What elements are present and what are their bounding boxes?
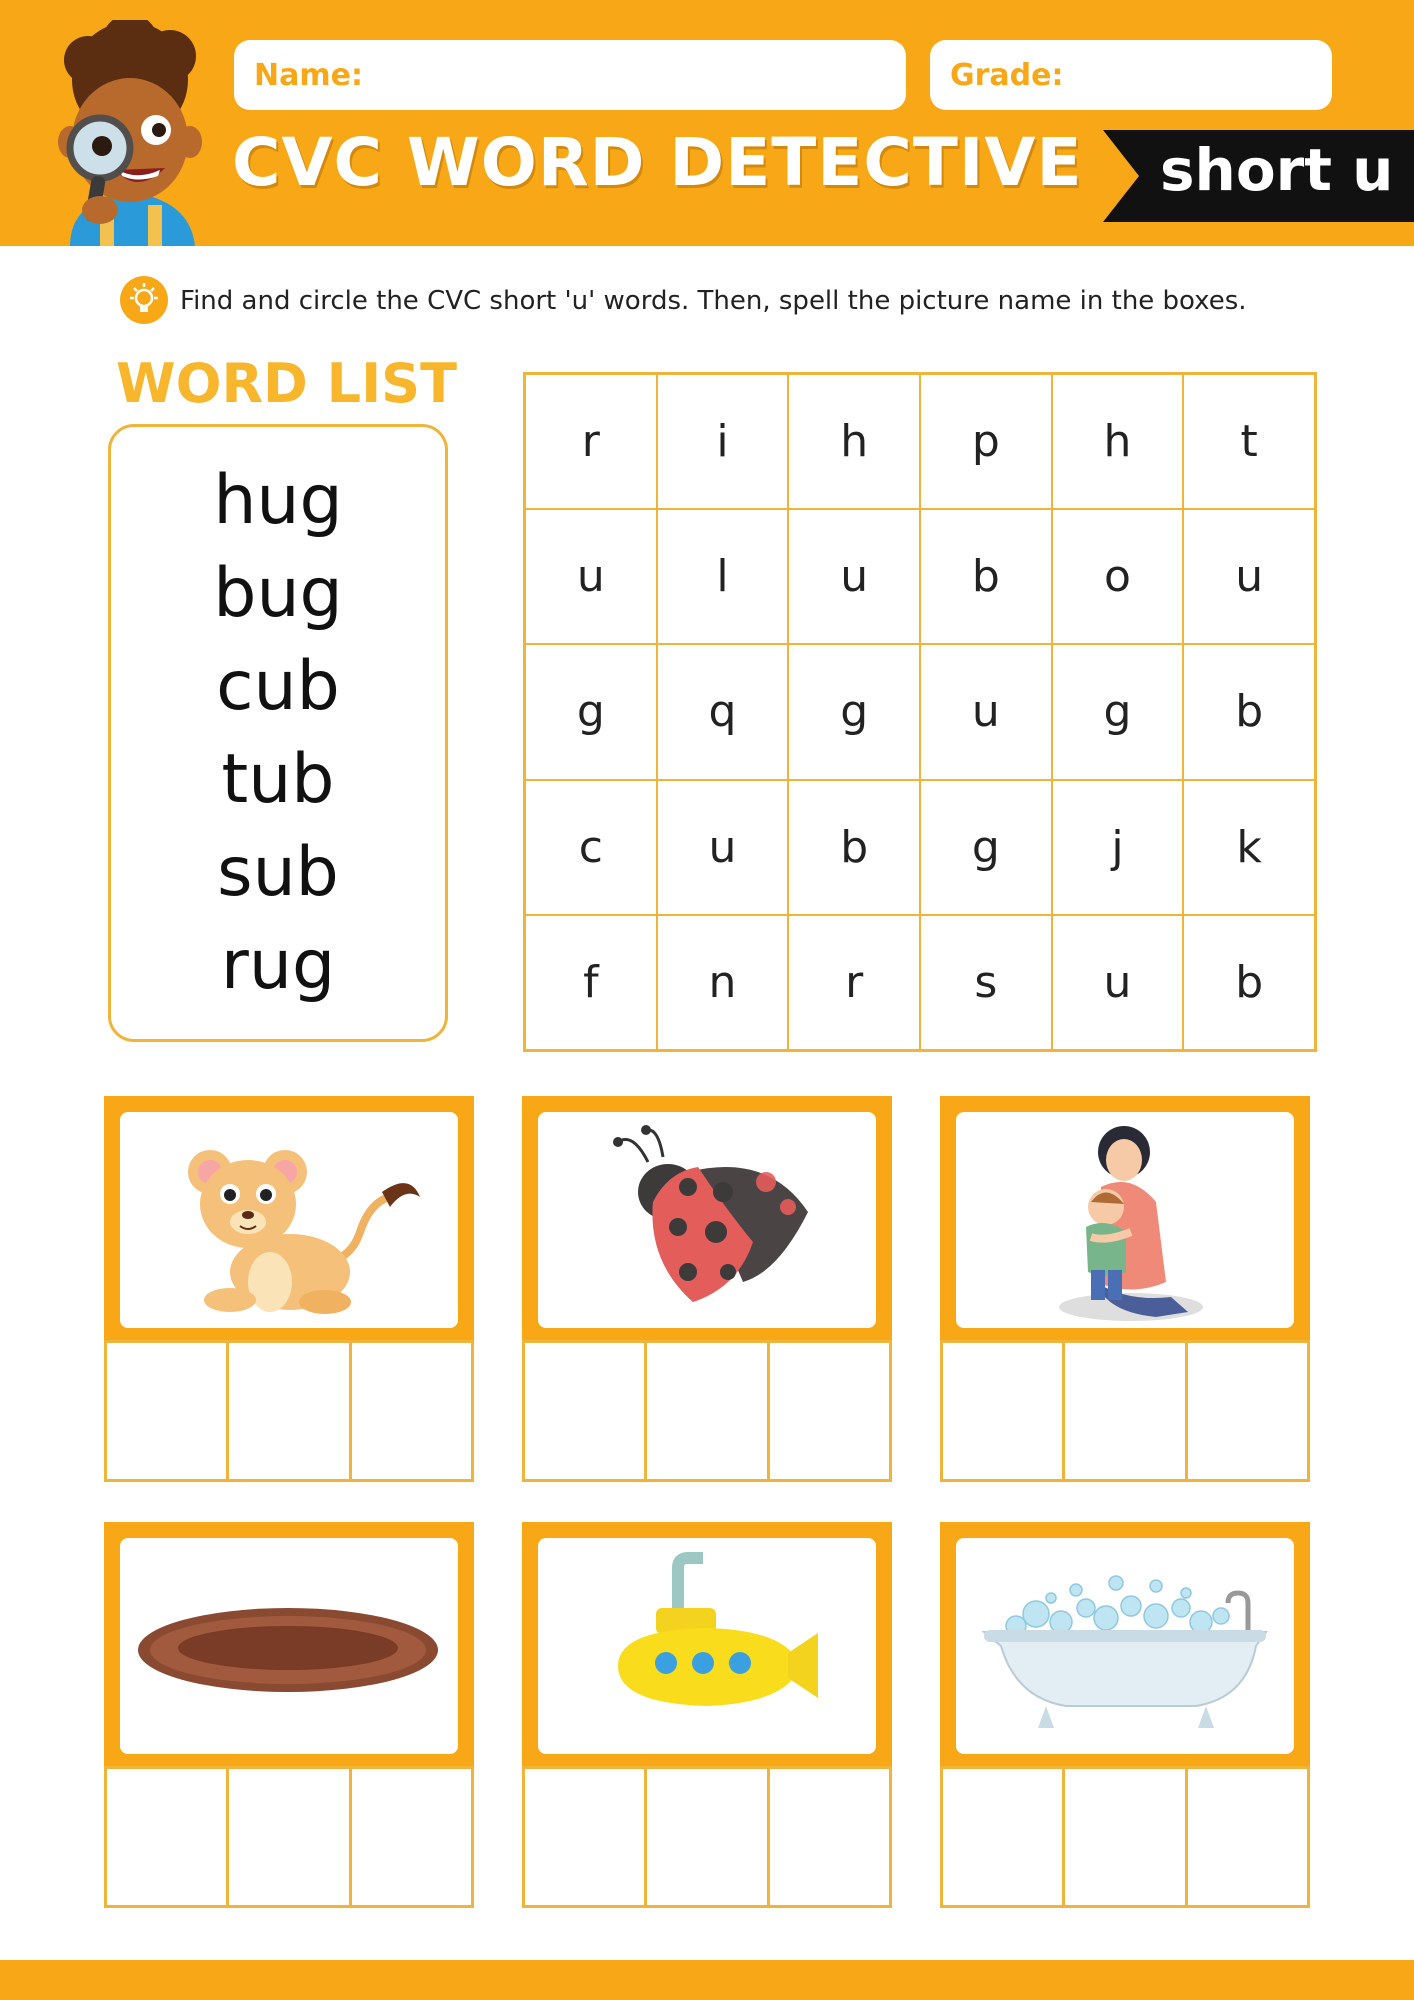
picture-card-bug: [522, 1096, 892, 1482]
rug-icon: [120, 1538, 458, 1754]
picture-card-cub: [104, 1096, 474, 1482]
grid-cell[interactable]: b: [1183, 644, 1315, 779]
word-list-item: hug: [213, 461, 343, 540]
word-list-title: WORD LIST: [116, 352, 457, 415]
letter-box[interactable]: [525, 1343, 647, 1479]
card-picture: [120, 1112, 458, 1328]
grid-cell[interactable]: r: [525, 374, 657, 509]
grid-cell[interactable]: h: [1052, 374, 1184, 509]
spelling-boxes: [940, 1766, 1310, 1908]
lion-cub-icon: [120, 1112, 458, 1328]
letter-box[interactable]: [770, 1769, 889, 1905]
grid-cell[interactable]: g: [525, 644, 657, 779]
grid-cell[interactable]: u: [920, 644, 1052, 779]
ladybug-icon: [538, 1112, 876, 1328]
grid-cell[interactable]: p: [920, 374, 1052, 509]
grid-cell[interactable]: b: [920, 509, 1052, 644]
bathtub-icon: [956, 1538, 1294, 1754]
letter-box[interactable]: [1065, 1343, 1187, 1479]
grid-cell[interactable]: o: [1052, 509, 1184, 644]
grid-cell[interactable]: q: [657, 644, 789, 779]
grid-cell[interactable]: b: [788, 780, 920, 915]
grid-cell[interactable]: t: [1183, 374, 1315, 509]
grid-cell[interactable]: u: [788, 509, 920, 644]
letter-box[interactable]: [525, 1769, 647, 1905]
letter-box[interactable]: [1188, 1769, 1307, 1905]
instructions: [120, 276, 1330, 326]
word-list-item: tub: [221, 740, 335, 819]
spelling-boxes: [522, 1340, 892, 1482]
card-picture: [956, 1112, 1294, 1328]
grid-cell[interactable]: s: [920, 915, 1052, 1050]
grid-cell[interactable]: i: [657, 374, 789, 509]
letter-box[interactable]: [1065, 1769, 1187, 1905]
word-search-grid: [523, 372, 1317, 1052]
letter-box[interactable]: [943, 1769, 1065, 1905]
word-list-item: rug: [220, 926, 336, 1005]
instructions-text: Find and circle the CVC short 'u' words. Then, spell the picture name in the boxes.: [180, 286, 1247, 316]
picture-card-sub: [522, 1522, 892, 1908]
grid-cell[interactable]: g: [788, 644, 920, 779]
spelling-boxes: [522, 1766, 892, 1908]
letter-box[interactable]: [352, 1343, 471, 1479]
grid-cell[interactable]: u: [525, 509, 657, 644]
grid-cell[interactable]: f: [525, 915, 657, 1050]
spelling-boxes: [940, 1340, 1310, 1482]
spelling-boxes: [104, 1766, 474, 1908]
grid-cell[interactable]: u: [1052, 915, 1184, 1050]
card-picture: [538, 1112, 876, 1328]
word-list-item: sub: [217, 833, 339, 912]
grid-cell[interactable]: l: [657, 509, 789, 644]
name-label: Name:: [254, 58, 363, 93]
footer-bar: [0, 1960, 1414, 2000]
grid-cell[interactable]: h: [788, 374, 920, 509]
spelling-boxes: [104, 1340, 474, 1482]
hug-icon: [956, 1112, 1294, 1328]
picture-card-tub: [940, 1522, 1310, 1908]
grid-cell[interactable]: n: [657, 915, 789, 1050]
grid-cell[interactable]: k: [1183, 780, 1315, 915]
short-u-badge: short u: [1160, 136, 1394, 204]
picture-card-hug: [940, 1096, 1310, 1482]
grid-cell[interactable]: u: [657, 780, 789, 915]
letter-box[interactable]: [647, 1769, 769, 1905]
lightbulb-icon: [120, 276, 168, 324]
worksheet-title: CVC WORD DETECTIVE: [232, 124, 1083, 201]
grid-cell[interactable]: g: [1052, 644, 1184, 779]
picture-card-rug: [104, 1522, 474, 1908]
word-list-box: [108, 424, 448, 1042]
letter-box[interactable]: [107, 1343, 229, 1479]
word-list-item: cub: [216, 647, 340, 726]
grid-cell[interactable]: b: [1183, 915, 1315, 1050]
grid-cell[interactable]: r: [788, 915, 920, 1050]
grid-cell[interactable]: g: [920, 780, 1052, 915]
letter-box[interactable]: [943, 1343, 1065, 1479]
grade-field[interactable]: [930, 40, 1332, 110]
submarine-icon: [538, 1538, 876, 1754]
name-field[interactable]: [234, 40, 906, 110]
detective-boy-icon: [30, 20, 230, 246]
grid-cell[interactable]: j: [1052, 780, 1184, 915]
card-picture: [538, 1538, 876, 1754]
card-picture: [956, 1538, 1294, 1754]
header-banner: [0, 0, 1414, 246]
letter-box[interactable]: [229, 1769, 351, 1905]
letter-box[interactable]: [352, 1769, 471, 1905]
letter-box[interactable]: [107, 1769, 229, 1905]
letter-box[interactable]: [647, 1343, 769, 1479]
letter-box[interactable]: [1188, 1343, 1307, 1479]
letter-box[interactable]: [229, 1343, 351, 1479]
word-list-item: bug: [213, 554, 343, 633]
grade-label: Grade:: [950, 58, 1064, 93]
letter-box[interactable]: [770, 1343, 889, 1479]
card-picture: [120, 1538, 458, 1754]
grid-cell[interactable]: c: [525, 780, 657, 915]
grid-cell[interactable]: u: [1183, 509, 1315, 644]
